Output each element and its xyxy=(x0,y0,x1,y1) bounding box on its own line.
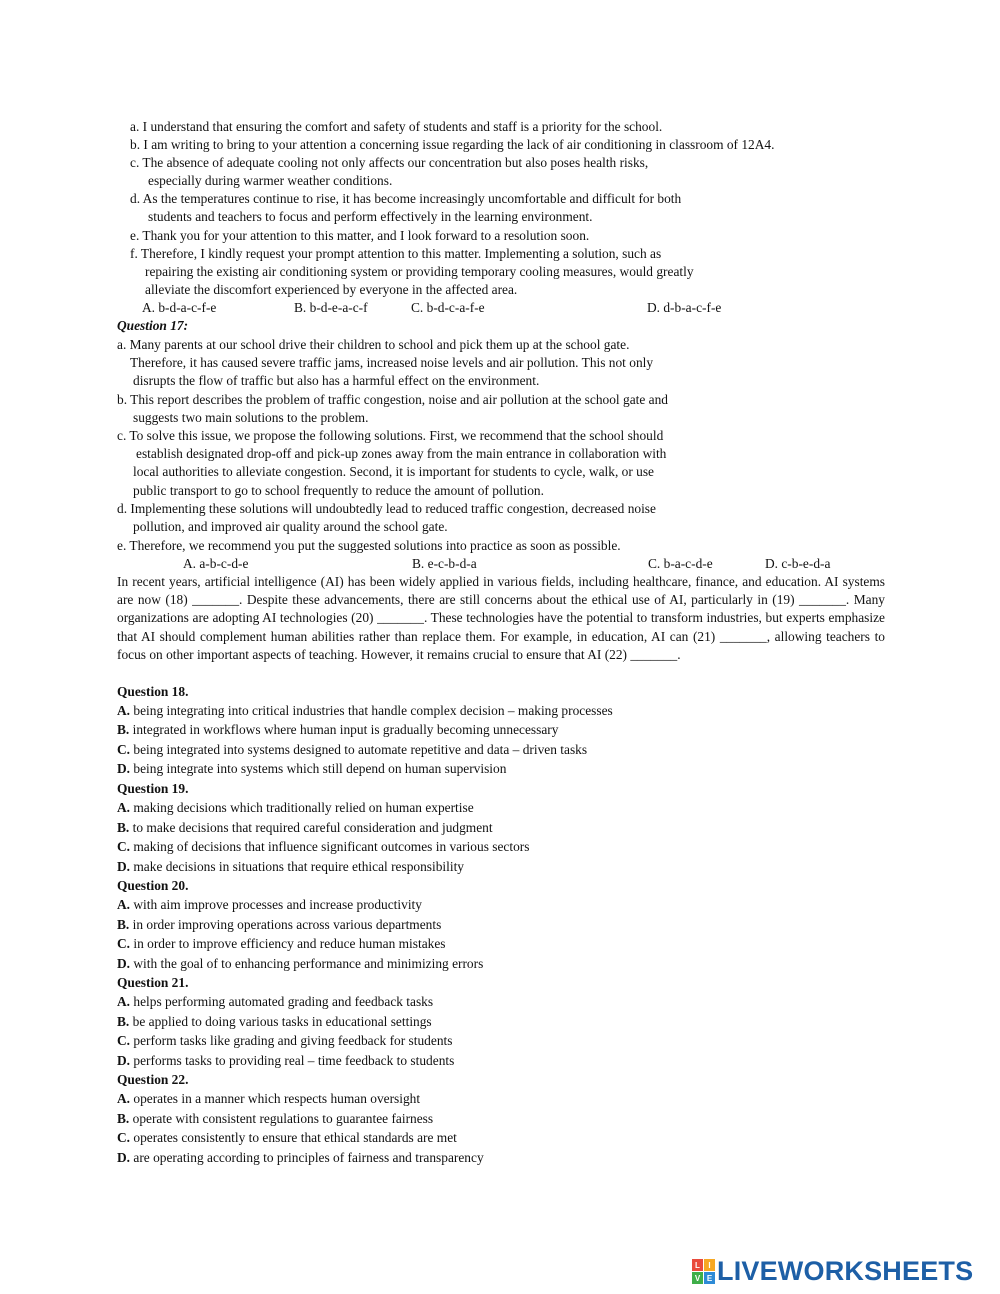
q16-item-c: c. The absence of adequate cooling not only affects our concentration but also poses health risks, xyxy=(130,155,649,170)
q17-option-a[interactable]: A. a-b-c-d-e xyxy=(183,556,249,571)
q17-item-c: c. To solve this issue, we propose the following solutions. First, we recommend that the school should xyxy=(117,428,664,443)
cloze-passage: In recent years, artificial intelligence (AI) has been widely applied in various fields, including healthcare, finance, and education. AI systems are now (18) _______. Despite these advancements, there are still concerns about the ethical use of AI, particularly in (19) _______. Many organizations are adopting AI technologies (20) _______. These technologies have the potential to transform industries, but experts emphasize that AI should complement human abilities rather than replace them. For example, in education, AI can (21) _______, allowing teachers to focus on other important aspects of teaching. However, it remains crucial to ensure that AI (22) _______. xyxy=(117,574,885,662)
q16-item-f-cont-2: alleviate the discomfort experienced by everyone in the affected area. xyxy=(145,282,518,297)
q21-heading: Question 21. xyxy=(117,975,189,990)
q16-item-b: b. I am writing to bring to your attention a concerning issue regarding the lack of air conditioning in classroom of 12A4. xyxy=(130,137,775,152)
q20-option-b[interactable]: B. in order improving operations across various departments xyxy=(117,917,442,932)
q17-item-d: d. Implementing these solutions will undoubtedly lead to reduced traffic congestion, decreased noise xyxy=(117,501,656,516)
q17-item-e: e. Therefore, we recommend you put the suggested solutions into practice as soon as possible. xyxy=(117,538,621,553)
q17-item-a: a. Many parents at our school drive their children to school and pick them up at the school gate. xyxy=(117,337,630,352)
q22-heading: Question 22. xyxy=(117,1072,189,1087)
q16-item-e: e. Thank you for your attention to this matter, and I look forward to a resolution soon. xyxy=(130,228,590,243)
liveworksheets-logo xyxy=(692,1256,973,1286)
q16-item-d-cont: students and teachers to focus and perform effectively in the learning environment. xyxy=(148,209,593,224)
q16-option-a[interactable]: A. b-d-a-c-f-e xyxy=(142,300,217,315)
q17-item-d-cont: pollution, and improved air quality around the school gate. xyxy=(133,519,448,534)
q17-option-b[interactable]: B. e-c-b-d-a xyxy=(412,556,477,571)
q21-option-a[interactable]: A. helps performing automated grading and feedback tasks xyxy=(117,994,434,1009)
q19-option-d[interactable]: D. make decisions in situations that require ethical responsibility xyxy=(117,859,464,874)
q21-option-b[interactable]: B. be applied to doing various tasks in educational settings xyxy=(117,1014,432,1029)
q18-option-c[interactable]: C. being integrated into systems designed to automate repetitive and data – driven tasks xyxy=(117,742,588,757)
q16-item-a: a. I understand that ensuring the comfort and safety of students and staff is a priority for the school. xyxy=(130,119,663,134)
q17-option-c[interactable]: C. b-a-c-d-e xyxy=(648,556,713,571)
q19-option-c[interactable]: C. making of decisions that influence significant outcomes in various sectors xyxy=(117,839,530,854)
q16-option-c[interactable]: C. b-d-c-a-f-e xyxy=(411,300,485,315)
q16-item-d: d. As the temperatures continue to rise, it has become increasingly uncomfortable and difficult for both xyxy=(130,191,682,206)
q16-option-b[interactable]: B. b-d-e-a-c-f xyxy=(294,300,368,315)
q17-item-b: b. This report describes the problem of traffic congestion, noise and air pollution at the school gate and xyxy=(117,392,668,407)
q17-option-d[interactable]: D. c-b-e-d-a xyxy=(765,556,831,571)
q16-option-d[interactable]: D. d-b-a-c-f-e xyxy=(647,300,722,315)
q20-option-a[interactable]: A. with aim improve processes and increase productivity xyxy=(117,897,422,912)
q21-option-d[interactable]: D. performs tasks to providing real – time feedback to students xyxy=(117,1053,455,1068)
q22-option-b[interactable]: B. operate with consistent regulations to guarantee fairness xyxy=(117,1111,434,1126)
q22-option-a[interactable]: A. operates in a manner which respects human oversight xyxy=(117,1091,421,1106)
q17-item-c-cont-2: local authorities to alleviate congestion. Second, it is important for students to cycle, walk, or use xyxy=(133,464,654,479)
q16-item-f: f. Therefore, I kindly request your prompt attention to this matter. Implementing a solution, such as xyxy=(130,246,662,261)
q19-option-b[interactable]: B. to make decisions that required careful consideration and judgment xyxy=(117,820,493,835)
q17-heading: Question 17: xyxy=(117,318,189,333)
q20-option-d[interactable]: D. with the goal of to enhancing performance and minimizing errors xyxy=(117,956,484,971)
q19-heading: Question 19. xyxy=(117,781,189,796)
q19-option-a[interactable]: A. making decisions which traditionally relied on human expertise xyxy=(117,800,474,815)
live-logo-icon: L I V E xyxy=(692,1259,714,1283)
q21-option-c[interactable]: C. perform tasks like grading and giving feedback for students xyxy=(117,1033,453,1048)
q18-heading: Question 18. xyxy=(117,684,189,699)
logo-text: LIVEWORKSHEETS xyxy=(717,1255,974,1286)
q16-item-f-cont-1: repairing the existing air conditioning system or providing temporary cooling measures, would greatly xyxy=(145,264,694,279)
q20-option-c[interactable]: C. in order to improve efficiency and reduce human mistakes xyxy=(117,936,446,951)
q20-heading: Question 20. xyxy=(117,878,189,893)
q17-item-c-cont-1: establish designated drop-off and pick-up zones away from the main entrance in collaboration with xyxy=(136,446,667,461)
q18-option-a[interactable]: A. being integrating into critical industries that handle complex decision – making processes xyxy=(117,703,613,718)
q18-option-d[interactable]: D. being integrate into systems which still depend on human supervision xyxy=(117,761,507,776)
q17-item-b-cont: suggests two main solutions to the problem. xyxy=(133,410,369,425)
q22-option-d[interactable]: D. are operating according to principles of fairness and transparency xyxy=(117,1150,484,1165)
q17-item-c-cont-3: public transport to go to school frequently to reduce the amount of pollution. xyxy=(133,483,544,498)
q16-item-c-cont: especially during warmer weather conditions. xyxy=(148,173,393,188)
q18-option-b[interactable]: B. integrated in workflows where human input is gradually becoming unnecessary xyxy=(117,722,559,737)
q22-option-c[interactable]: C. operates consistently to ensure that ethical standards are met xyxy=(117,1130,457,1145)
q17-item-a-cont-2: disrupts the flow of traffic but also has a harmful effect on the environment. xyxy=(133,373,540,388)
q17-item-a-cont-1: Therefore, it has caused severe traffic jams, increased noise levels and air pollution. This not only xyxy=(130,355,654,370)
